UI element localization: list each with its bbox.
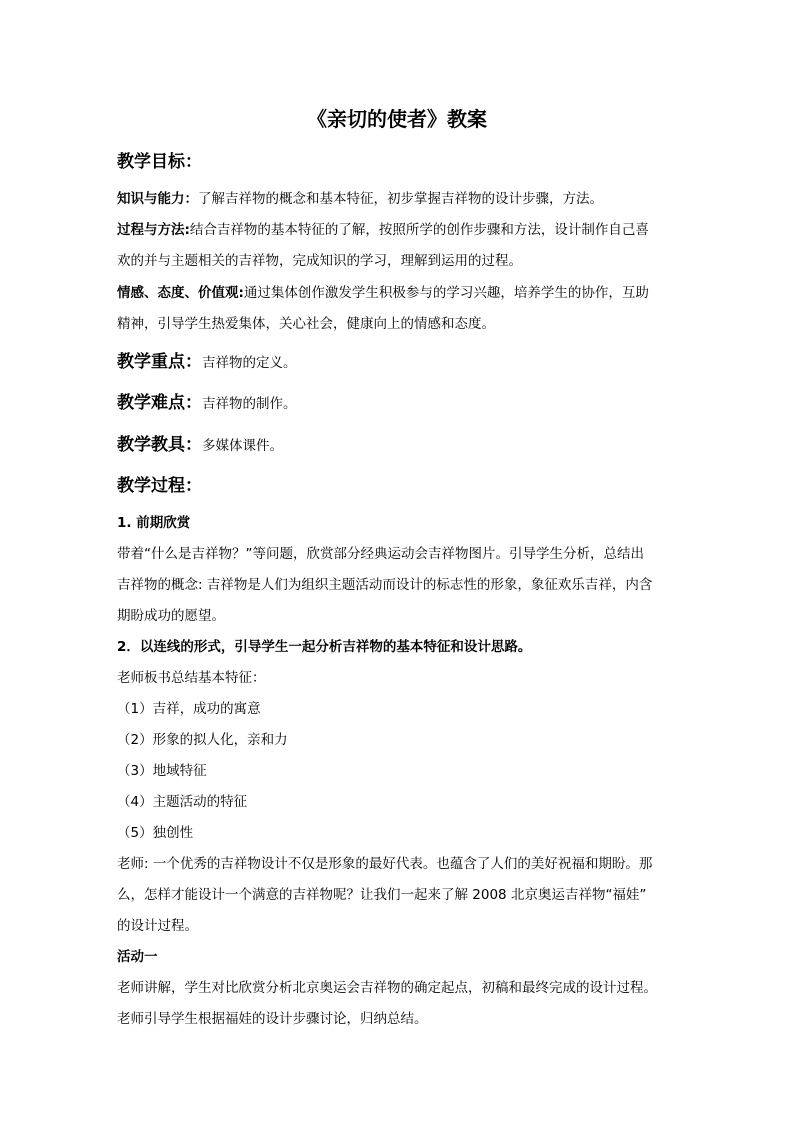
feature-item: （1）吉祥，成功的寓意 xyxy=(117,701,261,717)
activity-1-title: 活动一 xyxy=(117,949,158,965)
activity-1-paragraph-line: 老师讲解，学生对比欣赏分析北京奥运会吉祥物的确定起点，初稿和最终完成的设计过程。 xyxy=(117,980,657,996)
feature-item: （5）独创性 xyxy=(117,825,194,841)
objective-emotion-cont: 精神，引导学生热爱集体，关心社会，健康向上的情感和态度。 xyxy=(117,316,495,332)
objective-emotion-label: 情感、态度、价值观: xyxy=(117,285,244,301)
objective-process-label: 过程与方法: xyxy=(117,222,190,238)
objective-knowledge-text: 了解吉祥物的概念和基本特征，初步掌握吉祥物的设计步骤，方法。 xyxy=(198,191,603,207)
objective-knowledge-label: 知识与能力： xyxy=(117,191,198,207)
section-1-paragraph-line: 期盼成功的愿望。 xyxy=(117,608,225,624)
objective-knowledge xyxy=(117,187,603,207)
section-2-title: 2．以连线的形式，引导学生一起分析吉祥物的基本特征和设计思路。 xyxy=(117,639,532,655)
teacher-paragraph-line: 老师: 一个优秀的吉祥物设计不仅是形象的最好代表。也蕴含了人们的美好祝福和期盼。那 xyxy=(117,856,653,872)
teacher-paragraph-line: 么，怎样才能设计一个满意的吉祥物呢？让我们一起来了解 2008 北京奥运吉祥物“福娃” xyxy=(117,887,647,903)
difficult-point-text: 吉祥物的制作。 xyxy=(202,396,297,412)
heading-objectives: 教学目标： xyxy=(117,152,202,172)
section-1-paragraph-line: 带着“什么是吉祥物？”等问题，欣赏部分经典运动会吉祥物图片。引导学生分析，总结出 xyxy=(117,546,644,562)
section-2-intro: 老师板书总结基本特征： xyxy=(117,670,266,686)
feature-item: （2）形象的拟人化，亲和力 xyxy=(117,732,288,748)
section-1-title: 1. 前期欣赏 xyxy=(117,515,191,531)
objective-emotion-text: 通过集体创作激发学生积极参与的学习兴趣，培养学生的协作，互助 xyxy=(243,285,649,301)
teaching-tools-label: 教学教具： xyxy=(117,435,202,455)
teaching-tools-text: 多媒体课件。 xyxy=(202,438,283,454)
feature-item: （3）地域特征 xyxy=(117,763,207,779)
key-point-text: 吉祥物的定义。 xyxy=(202,355,297,371)
teaching-tools xyxy=(117,430,283,455)
heading-process: 教学过程： xyxy=(117,476,202,496)
page-title: 《亲切的使者》教案 xyxy=(307,107,487,131)
objective-emotion xyxy=(117,281,649,301)
difficult-point xyxy=(117,388,297,413)
objective-process xyxy=(117,218,649,238)
key-point-label: 教学重点： xyxy=(117,352,202,372)
objective-process-text: 结合吉祥物的基本特征的了解，按照所学的创作步骤和方法，设计制作自己喜 xyxy=(189,222,649,238)
feature-item: （4）主题活动的特征 xyxy=(117,794,248,810)
activity-1-paragraph-line: 老师引导学生根据福娃的设计步骤讨论，归纳总结。 xyxy=(117,1011,428,1027)
teacher-paragraph-line: 的设计过程。 xyxy=(117,918,198,934)
objective-process-cont: 欢的并与主题相关的吉祥物，完成知识的学习，理解到运用的过程。 xyxy=(117,253,522,269)
key-point xyxy=(117,347,297,372)
section-1-paragraph-line: 吉祥物的概念: 吉祥物是人们为组织主题活动而设计的标志性的形象，象征欢乐吉祥，内含 xyxy=(117,577,653,593)
difficult-point-label: 教学难点： xyxy=(117,393,202,413)
